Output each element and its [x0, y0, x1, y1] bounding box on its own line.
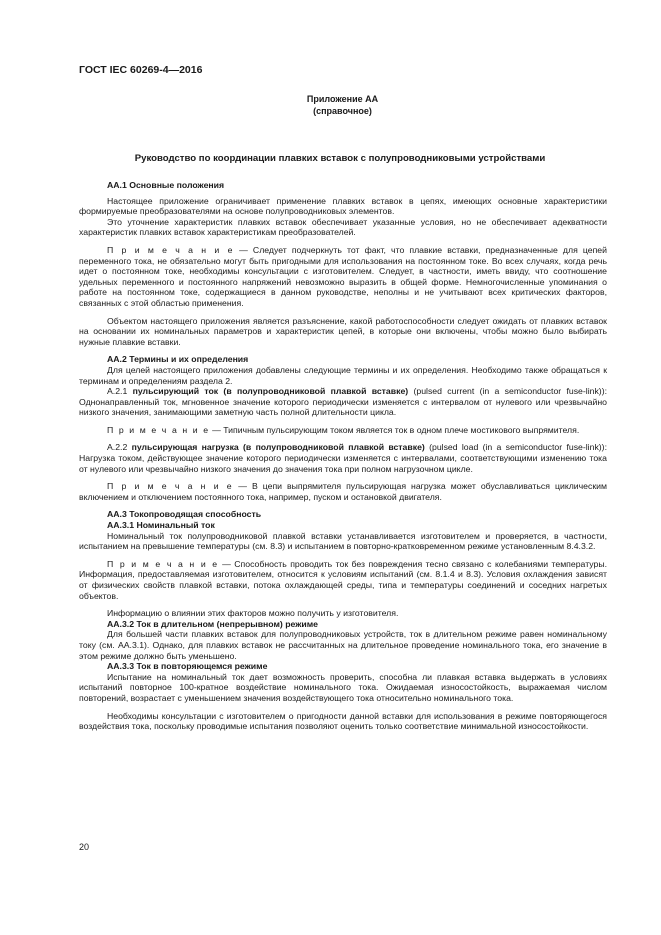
term-text: Нагрузка током, действующее значение которого периодически изменяется с интервалами, соответствующими изменению тока от нулевого или чрезвычайно низкого значения до значения тока при полном нагрузочном цикле. [79, 453, 607, 474]
appendix-heading [0, 93, 661, 117]
paragraph: Необходимы консультации с изготовителем о пригодности данной вставки для использования в режиме повторяющегося воздействия тока, поскольку проводимые испытания позволяют оценить только соответствие минимальной износостойкости. [79, 710, 607, 732]
paragraph: Объектом настоящего приложения является разъяснение, какой работоспособности следует ожидать от плавких вставок на основании их номинальных параметров и характеристик цепей, в которые они включены, чтобы можно было выбирать нужные плавкие вставки. [79, 315, 607, 347]
standard-header: ГОСТ IEC 60269-4—2016 [79, 64, 203, 76]
paragraph: Номинальный ток полупроводниковой плавкой вставки устанавливается изготовителем и проверяется, в частности, испытанием на превышение температуры (см. 8.3) и испытанием в повторно-кратковременном режиме установленным 8.4.3.2. [79, 530, 607, 552]
term-name: пульсирующий ток (в полупроводниковой плавкой вставке) [132, 386, 409, 397]
appendix-subtitle: (справочное) [313, 106, 372, 116]
page-number: 20 [79, 842, 90, 852]
subsection-heading: АА.3.2 Ток в длительном (непрерывном) режиме [107, 618, 319, 629]
section-heading: АА.1 Основные положения [107, 180, 225, 190]
note-label: П р и м е ч а н и е [107, 424, 210, 435]
note-text: — В цепи выпрямителя пульсирующая нагрузка может обуславливаться циклическим включением и отключением постоянного тока, например, пуском и остановкой двигателя. [79, 481, 607, 502]
paragraph: Информацию о влиянии этих факторов можно получить у изготовителя. [107, 608, 399, 619]
note [79, 245, 607, 309]
note-label: П р и м е ч а н и е [107, 244, 234, 255]
subsection-heading: АА.3.1 Номинальный ток [107, 520, 215, 531]
appendix-title: Приложение АА [306, 94, 379, 104]
note [79, 481, 607, 502]
paragraph: Для большей части плавких вставок для полупроводниковых устройств, ток в длительном режиме равен номинальному току (см. АА.3.1). Однако, для плавких вставок не рассчитанных на длительное проведение номинального тока, его значение в этом режиме должно быть уменьшено. [79, 629, 607, 661]
document-body [79, 180, 607, 732]
note [79, 559, 607, 601]
paragraph: Для целей настоящего приложения добавлены следующие термины и их определения. Необходимо также обращаться к терминам и определениям раздела 2. [79, 364, 607, 386]
note-text: — Следует подчеркнуть тот факт, что плавкие вставки, предназначенные для цепей переменного тока, не обязательно могут быть пригодными для использования на постоянном токе. Во всех случаях, когда речь идет о постоянном токе, необходимы консультации с изготовителем. Следует, в частности, иметь ввиду, что соотношение удельных переменного и постоянного напряжений невозможно выразить в общей форме. Немногочисленные упоминания о работе на постоянном токе, содержащиеся в данном руководстве, неполны и не учитывают всех критических факторов, связанных с этой областью применения. [79, 244, 607, 308]
section-heading: АА.3 Токопроводящая способность [107, 509, 262, 520]
term-number: А.2.1 [107, 386, 133, 397]
term-definition [79, 386, 607, 418]
term-number: А.2.2 [107, 442, 132, 453]
term-english: (pulsed load (in a semiconductor fuse-link)): [424, 442, 607, 453]
term-definition [79, 442, 607, 474]
paragraph: Испытание на номинальный ток дает возможность проверить, способна ли плавкая вставка выдержать в условиях испытаний повторное 100-кратное воздействие номинального тока. Ожидаемая износостойкость, выражаемая числом повторений, возрастает с уменьшением значения воздействующего тока относительно номинального тока. [79, 671, 607, 703]
paragraph: Это уточнение характеристик плавких вставок обеспечивает указанные условия, но не обеспечивает адекватности характеристик плавких вставок характеристикам преобразователей. [79, 216, 607, 238]
document-title: Руководство по координации плавких вставок с полупроводниковыми устройствами [134, 153, 546, 164]
section-heading: АА.2 Термины и их определения [107, 354, 249, 365]
term-name: пульсирующая нагрузка (в полупроводниковой плавкой вставке) [131, 442, 425, 453]
note [79, 425, 607, 436]
note-label: П р и м е ч а н и е [107, 558, 219, 569]
term-text: Однонаправленный ток, мгновенное значение которого периодически изменяется с интервалом от нулевого или чрезвычайно низкого значения, занимающими заметную часть полной длительности цикла. [79, 396, 607, 418]
paragraph: Настоящее приложение ограничивает применение плавких вставок в цепях, имеющих основные характеристики формируемые преобразователями на основе полупроводниковых элементов. [79, 195, 607, 217]
term-english: (pulsed current (in a semiconductor fuse-link)): [408, 386, 608, 397]
note-label: П р и м е ч а н и е [107, 481, 234, 492]
subsection-heading: АА.3.3 Ток в повторяющемся режиме [107, 661, 268, 672]
note-text: — Типичным пульсирующим током является ток в одном плече мостикового выпрямителя. [209, 424, 580, 435]
note-text: — Способность проводить ток без повреждения тесно связано с колебаниями температуры. Информация, предоставляемая изготовителем, относится к условиям испытаний (см. 8.1.4 и 8.3). Условия охлаждения зависят от физических свойств плавкой вставки, потока охлаждающей среды, типа и температуры соединений и соседних нагретых объектов. [79, 558, 608, 601]
